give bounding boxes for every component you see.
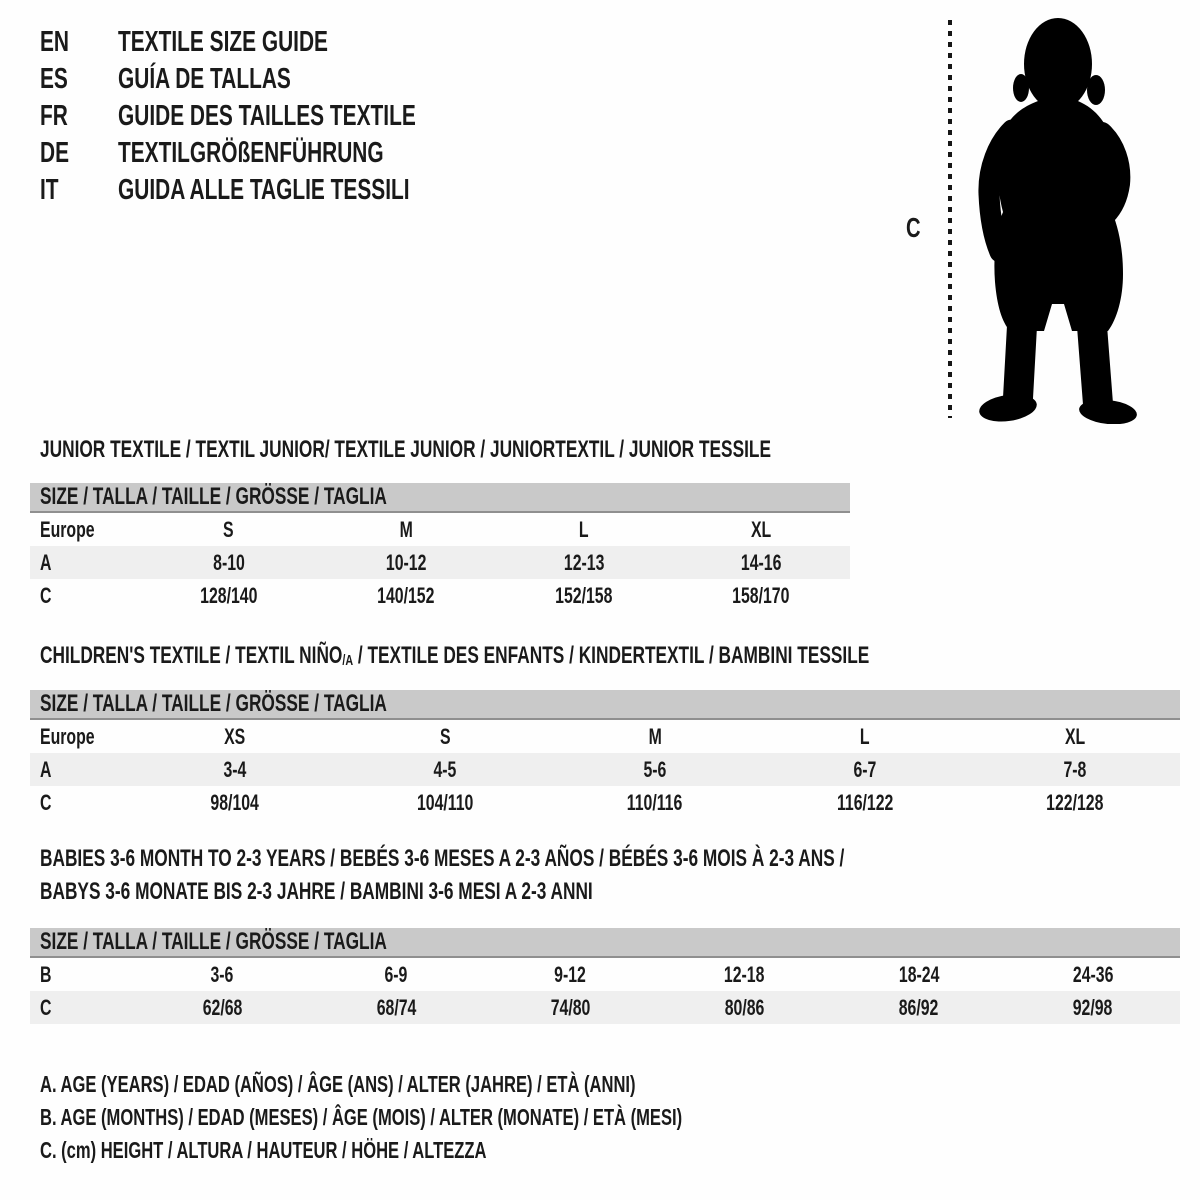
height-cell: 80/86 — [724, 994, 765, 1020]
height-cell: 86/92 — [898, 994, 939, 1020]
height-cell: 68/74 — [376, 994, 417, 1020]
legend-block — [40, 1068, 932, 1167]
row-label: Europe — [40, 516, 95, 542]
age-cell: 4-5 — [433, 756, 457, 782]
height-cell: 104/110 — [416, 789, 474, 815]
row-label: C — [40, 789, 52, 815]
language-title: TEXTILGRÖßENFÜHRUNG — [118, 137, 384, 169]
language-row — [40, 135, 532, 172]
height-cell: 158/170 — [732, 582, 790, 608]
size-cell: XS — [224, 723, 246, 749]
size-bar: SIZE / TALLA / TAILLE / GRÖSSE / TAGLIA — [30, 928, 1180, 958]
table-row-height — [30, 786, 1180, 819]
age-cell: 8-10 — [212, 549, 245, 575]
row-label: Europe — [40, 723, 95, 749]
row-label: B — [40, 961, 52, 987]
row-label: A — [40, 549, 52, 575]
table-row-europe — [30, 513, 850, 546]
age-cell: 7-8 — [1063, 756, 1087, 782]
babies-size-table — [30, 928, 1180, 1024]
row-label: A — [40, 756, 52, 782]
height-cell: 128/140 — [200, 582, 258, 608]
junior-section-title: JUNIOR TEXTILE / TEXTIL JUNIOR/ TEXTILE JUNIOR / JUNIORTEXTIL / JUNIOR TESSILE — [40, 436, 771, 463]
baby-silhouette-icon — [958, 14, 1143, 424]
age-cell: 5-6 — [643, 756, 667, 782]
header-block — [40, 24, 532, 209]
size-bar: SIZE / TALLA / TAILLE / GRÖSSE / TAGLIA — [30, 690, 1180, 720]
table-row-months — [30, 958, 1180, 991]
language-code: FR — [40, 100, 68, 132]
language-row — [40, 24, 532, 61]
height-cell: 122/128 — [1046, 789, 1104, 815]
babies-section-title: BABIES 3-6 MONTH TO 2-3 YEARS / BEBÉS 3-6 MESES A 2-3 AÑOS / BÉBÉS 3-6 MOIS À 2-3 ANS / BABYS 3-6 MONATE BIS 2-3 JAHRE / BAMBINI 3-6 MESI A 2-3 ANNI — [40, 845, 845, 905]
age-cell: 3-4 — [223, 756, 247, 782]
height-cell: 152/158 — [555, 582, 613, 608]
height-cell: 116/122 — [836, 789, 894, 815]
size-cell: L — [860, 723, 870, 749]
legend-b: B. AGE (MONTHS) / EDAD (MESES) / ÂGE (MOIS) / ALTER (MONATE) / ETÀ (MESI) — [40, 1104, 683, 1130]
language-row — [40, 98, 532, 135]
months-cell: 9-12 — [554, 961, 587, 987]
language-code: IT — [40, 174, 59, 206]
language-title: TEXTILE SIZE GUIDE — [118, 26, 328, 58]
months-cell: 24-36 — [1072, 961, 1114, 987]
legend-c: C. (cm) HEIGHT / ALTURA / HAUTEUR / HÖHE / ALTEZZA — [40, 1137, 487, 1163]
height-cell: 110/116 — [627, 789, 683, 815]
row-label: C — [40, 582, 52, 608]
age-cell: 6-7 — [853, 756, 877, 782]
language-code: DE — [40, 137, 70, 169]
table-row-age — [30, 753, 1180, 786]
children-size-table — [30, 690, 1180, 819]
height-cell: 62/68 — [202, 994, 242, 1020]
age-cell: 12-13 — [563, 549, 605, 575]
age-cell: 10-12 — [385, 549, 427, 575]
language-code: ES — [40, 63, 68, 95]
months-cell: 18-24 — [898, 961, 939, 987]
language-row — [40, 61, 532, 98]
height-cell: 140/152 — [377, 582, 435, 608]
table-row-age — [30, 546, 850, 579]
legend-a: A. AGE (YEARS) / EDAD (AÑOS) / ÂGE (ANS) / ALTER (JAHRE) / ETÀ (ANNI) — [40, 1071, 636, 1097]
size-cell: XL — [1064, 723, 1086, 749]
table-row-height — [30, 991, 1180, 1024]
months-cell: 12-18 — [724, 961, 765, 987]
language-title: GUIDA ALLE TAGLIE TESSILI — [118, 174, 410, 206]
height-cell: 98/104 — [210, 789, 260, 815]
size-cell: S — [439, 723, 451, 749]
nino-a-subscript: /A — [342, 652, 354, 669]
size-cell: L — [578, 516, 589, 542]
language-code: EN — [40, 26, 70, 58]
size-cell: XL — [751, 516, 772, 542]
junior-size-table — [30, 483, 850, 612]
language-title: GUIDE DES TAILLES TEXTILE — [118, 100, 416, 132]
size-bar: SIZE / TALLA / TAILLE / GRÖSSE / TAGLIA — [30, 483, 850, 513]
row-label: C — [40, 994, 52, 1020]
language-title: GUÍA DE TALLAS — [118, 63, 291, 95]
months-cell: 3-6 — [210, 961, 234, 987]
size-cell: S — [223, 516, 235, 542]
height-measure-label: C — [906, 212, 921, 243]
size-cell: M — [399, 516, 413, 542]
size-cell: M — [648, 723, 662, 749]
table-row-europe — [30, 720, 1180, 753]
height-cell: 74/80 — [550, 994, 591, 1020]
children-section-title: CHILDREN'S TEXTILE / TEXTIL NIÑO/A / TEXTILE DES ENFANTS / KINDERTEXTIL / BAMBINI TESSILE — [40, 642, 870, 669]
language-row — [40, 172, 532, 209]
height-dashed-line — [946, 20, 954, 418]
months-cell: 6-9 — [384, 961, 408, 987]
age-cell: 14-16 — [740, 549, 782, 575]
height-cell: 92/98 — [1073, 994, 1113, 1020]
table-row-height — [30, 579, 850, 612]
